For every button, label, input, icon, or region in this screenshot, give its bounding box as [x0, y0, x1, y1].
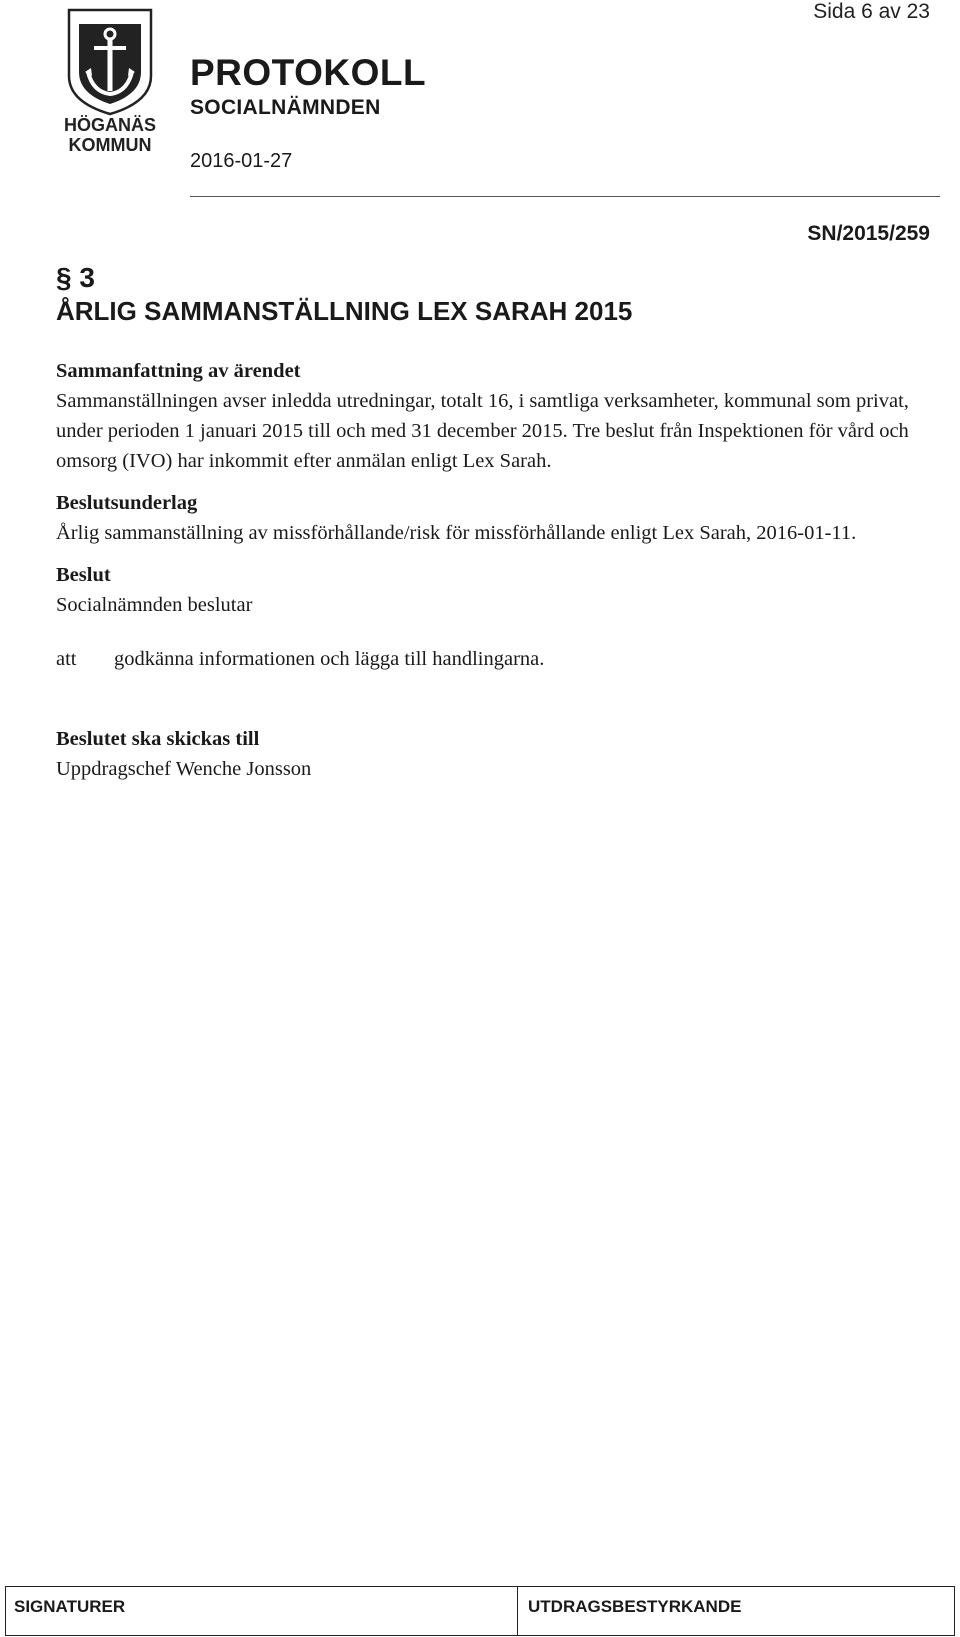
att-text: godkänna informationen och lägga till handlingarna. — [114, 648, 545, 670]
hoganas-kommun-logo — [55, 6, 165, 156]
meeting-date: 2016-01-27 — [190, 150, 293, 172]
basis-text: Årlig sammanställning av missförhållande/risk för missförhållande enligt Lex Sarah, 2016-01-11. — [56, 522, 857, 544]
summary-text: Sammanställningen avser inledda utredningar, totalt 16, i samtliga verksamheter, kommunal som privat, under perioden 1 januari 2015 till och med 31 december 2015. Tre beslut från Inspektionen för vård och omsorg (IVO) har inkommit efter anmälan enligt Lex Sarah. — [56, 390, 909, 472]
summary-heading: Sammanfattning av ärendet — [56, 360, 301, 382]
document-subtitle: SOCIALNÄMNDEN — [190, 96, 381, 119]
basis-heading: Beslutsunderlag — [56, 492, 198, 514]
summary-section — [56, 356, 931, 476]
signatures-cell: SIGNATURER — [6, 1587, 518, 1635]
document-body — [56, 356, 931, 784]
header-divider — [190, 196, 940, 197]
paragraph-number: § 3 — [56, 262, 95, 293]
signature-footer — [5, 1586, 955, 1636]
section-title: ÅRLIG SAMMANSTÄLLNING LEX SARAH 2015 — [56, 296, 633, 326]
decision-section — [56, 560, 931, 674]
recipients-heading: Beslutet ska skickas till — [56, 728, 260, 750]
document-title: PROTOKOLL — [190, 52, 427, 93]
recipients-section — [56, 724, 931, 784]
decision-heading: Beslut — [56, 564, 111, 586]
case-number: SN/2015/259 — [807, 222, 930, 245]
certification-cell: UTDRAGSBESTYRKANDE — [528, 1597, 742, 1616]
decision-intro: Socialnämnden beslutar — [56, 594, 253, 616]
basis-section — [56, 488, 931, 548]
recipients-text: Uppdragschef Wenche Jonsson — [56, 758, 312, 780]
decision-clause — [56, 644, 931, 674]
svg-text:KOMMUN: KOMMUN — [68, 135, 152, 155]
att-label: att — [56, 648, 77, 670]
page-number: Sida 6 av 23 — [813, 0, 930, 23]
svg-text:HÖGANÄS: HÖGANÄS — [63, 115, 157, 135]
